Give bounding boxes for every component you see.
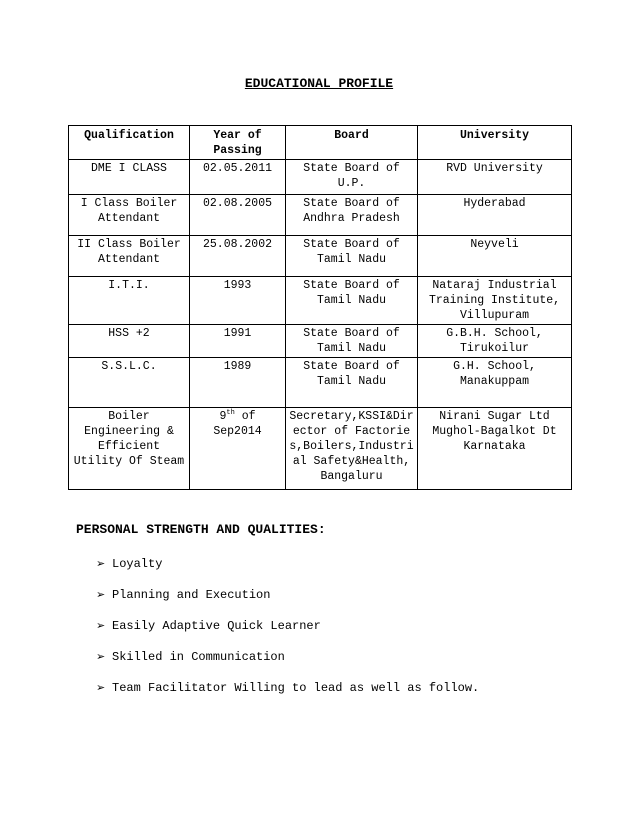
table-row	[69, 408, 572, 490]
list-item	[96, 641, 479, 672]
university-cell: RVD University	[418, 160, 572, 195]
column-header-year: Year of Passing	[190, 126, 286, 160]
university-cell: Neyveli	[418, 236, 572, 277]
board-cell: Secretary,KSSI&Director of Factories,Boilers,Industrial Safety&Health, Bangaluru	[286, 408, 418, 490]
section-title: PERSONAL STRENGTH AND QUALITIES:	[76, 522, 326, 537]
table-header-row	[69, 126, 572, 160]
table-row	[69, 325, 572, 358]
arrow-bullet-icon: ➢	[96, 557, 106, 570]
year-cell: 25.08.2002	[190, 236, 286, 277]
list-item	[96, 548, 479, 579]
list-item-text: Team Facilitator Willing to lead as well as follow.	[112, 681, 480, 695]
education-table	[68, 125, 572, 490]
year-cell: 1989	[190, 358, 286, 408]
year-cell: 1993	[190, 277, 286, 325]
qualification-cell: I Class Boiler Attendant	[69, 195, 190, 236]
table-row	[69, 277, 572, 325]
column-header-board: Board	[286, 126, 418, 160]
university-cell: Nirani Sugar Ltd Mughol-Bagalkot Dt Karnataka	[418, 408, 572, 490]
table-row	[69, 160, 572, 195]
year-cell: 1991	[190, 325, 286, 358]
ordinal-suffix: th	[226, 409, 235, 418]
list-item-text: Skilled in Communication	[112, 650, 285, 664]
arrow-bullet-icon: ➢	[96, 650, 106, 663]
year-day: 9	[219, 410, 227, 423]
board-cell: State Board of Andhra Pradesh	[286, 195, 418, 236]
arrow-bullet-icon: ➢	[96, 588, 106, 601]
university-cell: G.B.H. School, Tirukoilur	[418, 325, 572, 358]
column-header-qualification: Qualification	[69, 126, 190, 160]
qualification-cell: S.S.L.C.	[69, 358, 190, 408]
board-cell: State Board of Tamil Nadu	[286, 358, 418, 408]
board-cell: State Board of Tamil Nadu	[286, 325, 418, 358]
year-cell	[190, 408, 286, 490]
qualification-cell: II Class Boiler Attendant	[69, 236, 190, 277]
university-cell: G.H. School, Manakuppam	[418, 358, 572, 408]
table-row	[69, 358, 572, 408]
table-row	[69, 236, 572, 277]
list-item	[96, 579, 479, 610]
qualification-cell: DME I CLASS	[69, 160, 190, 195]
board-cell: State Board of U.P.	[286, 160, 418, 195]
list-item	[96, 610, 479, 641]
year-rest: of Sep2014	[213, 410, 262, 438]
list-item-text: Planning and Execution	[112, 588, 271, 602]
university-cell: Hyderabad	[418, 195, 572, 236]
list-item-text: Easily Adaptive Quick Learner	[112, 619, 321, 633]
board-cell: State Board of Tamil Nadu	[286, 236, 418, 277]
column-header-university: University	[418, 126, 572, 160]
board-cell: State Board of Tamil Nadu	[286, 277, 418, 325]
list-item-text: Loyalty	[112, 557, 163, 571]
qualities-list	[96, 548, 479, 703]
year-cell: 02.08.2005	[190, 195, 286, 236]
page-title: EDUCATIONAL PROFILE	[244, 76, 394, 91]
qualification-cell: I.T.I.	[69, 277, 190, 325]
arrow-bullet-icon: ➢	[96, 681, 106, 694]
qualification-cell: Boiler Engineering & Efficient Utility Of Steam	[69, 408, 190, 490]
arrow-bullet-icon: ➢	[96, 619, 106, 632]
qualification-cell: HSS +2	[69, 325, 190, 358]
list-item	[96, 672, 479, 703]
university-cell: Nataraj Industrial Training Institute, Villupuram	[418, 277, 572, 325]
table-row	[69, 195, 572, 236]
year-cell: 02.05.2011	[190, 160, 286, 195]
